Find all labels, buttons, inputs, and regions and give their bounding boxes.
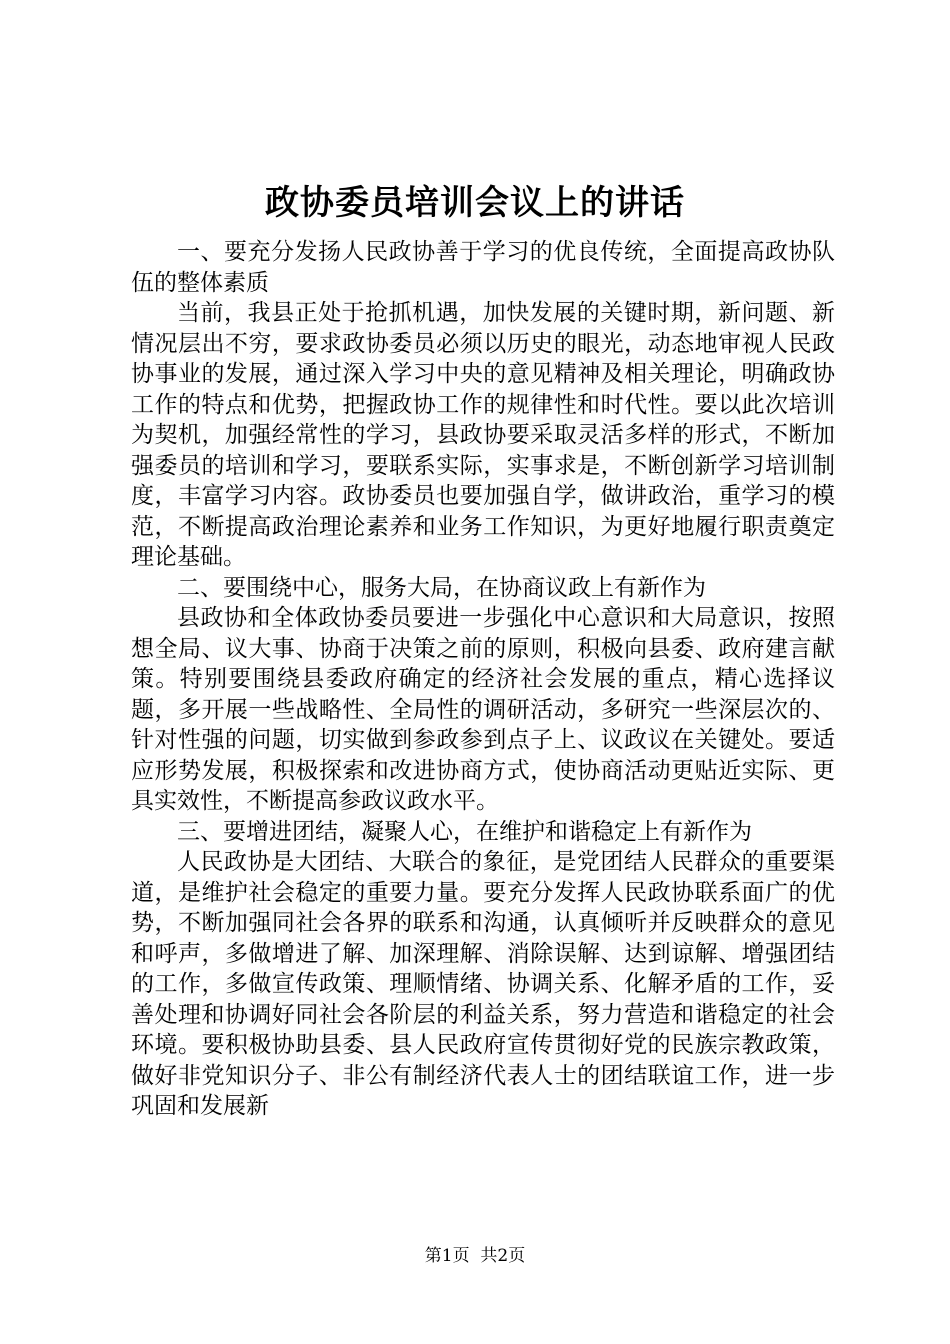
page-number: 第1页 共2页 [424,1246,526,1266]
section-heading-3: 三、要增进团结，凝聚人心，在维护和谐稳定上有新作为 [177,818,752,845]
section-heading-2: 二、要围绕中心，服务大局，在协商议政上有新作为 [177,574,706,601]
paragraph-3: 人民政协是大团结、大联合的象征，是党团结人民群众的重要渠道，是维护社会稳定的重要力量。要充分发挥人民政协联系面广的优势，不断加强同社会各界的联系和沟通，认真倾听并反映群众的意见和呼声，多做增进了解、加深理解、消除误解、达到谅解、增强团结的工作，多做宣传政策、理顺情绪、协调关系、化解矛盾的工作，妥善处理和协调好同社会各阶层的利益关系，努力营造和谐稳定的社会环境。要积极协助县委、县人民政府宣传贯彻好党的民族宗教政策，做好非党知识分子、非公有制经济代表人士的团结联谊工作，进一步巩固和发展新 [131,849,835,1119]
page-footer [0,1245,950,1267]
paragraph-1: 当前，我县正处于抢抓机遇，加快发展的关键时期，新问题、新情况层出不穷，要求政协委员必须以历史的眼光，动态地审视人民政协事业的发展，通过深入学习中央的意见精神及相关理论，明确政协工作的特点和优势，把握政协工作的规律性和时代性。要以此次培训为契机，加强经常性的学习，县政协要采取灵活多样的形式，不断加强委员的培训和学习，要联系实际，实事求是，不断创新学习培训制度，丰富学习内容。政协委员也要加强自学，做讲政治，重学习的模范，不断提高政治理论素养和业务工作知识，为更好地履行职责奠定理论基础。 [131,300,835,570]
paragraph-2: 县政协和全体政协委员要进一步强化中心意识和大局意识，按照想全局、议大事、协商于决策之前的原则，积极向县委、政府建言献策。特别要围绕县委政府确定的经济社会发展的重点，精心选择议题，多开展一些战略性、全局性的调研活动，多研究一些深层次的、针对性强的问题，切实做到参政参到点子上、议政议在关键处。要适应形势发展，积极探索和改进协商方式，使协商活动更贴近实际、更具实效性，不断提高参政议政水平。 [131,605,835,814]
section-heading-1: 一、要充分发扬人民政协善于学习的优良传统，全面提高政协队伍的整体素质 [131,239,835,296]
document-title: 政协委员培训会议上的讲话 [265,183,685,223]
document-body [131,237,835,1122]
